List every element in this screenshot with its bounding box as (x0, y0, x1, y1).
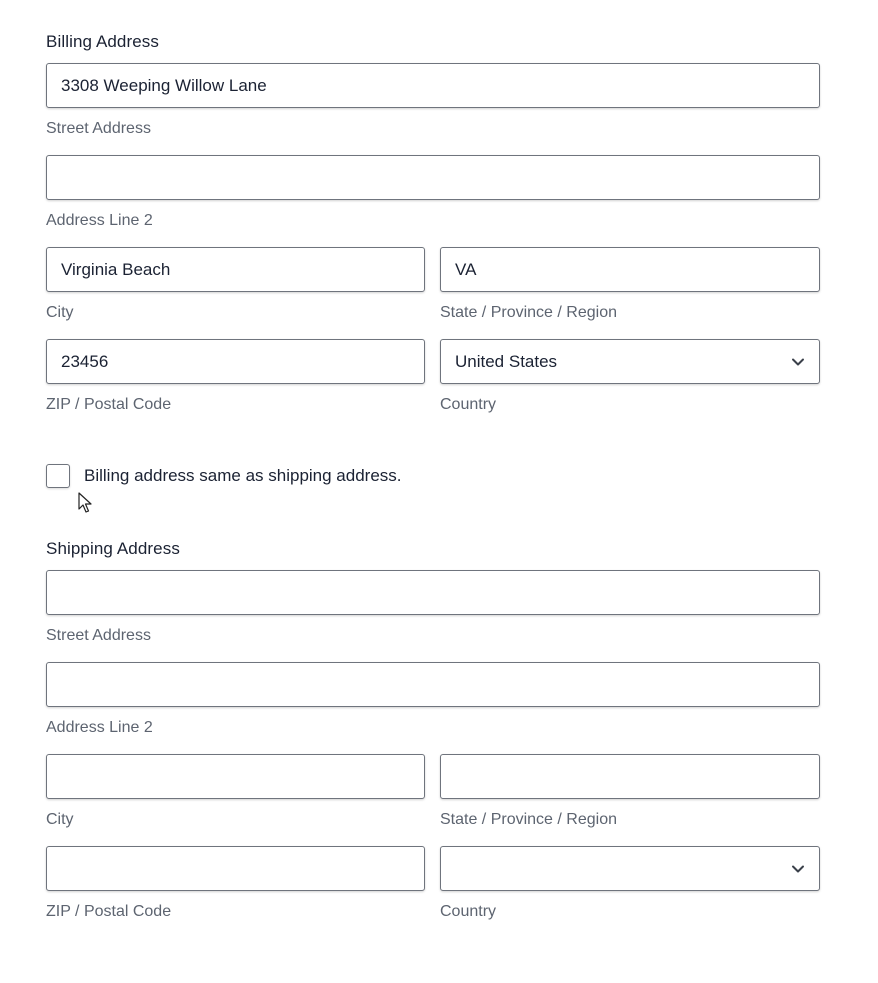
billing-street-label: Street Address (46, 120, 151, 137)
shipping-street-input[interactable] (61, 583, 805, 603)
billing-state-label: State / Province / Region (440, 304, 617, 321)
shipping-zip-label: ZIP / Postal Code (46, 903, 172, 920)
billing-state-input[interactable] (455, 260, 805, 280)
shipping-state-field[interactable] (440, 754, 820, 799)
shipping-address-title: Shipping Address (46, 539, 180, 558)
same-as-shipping-checkbox[interactable] (46, 464, 70, 488)
shipping-street-field[interactable] (46, 570, 820, 615)
billing-country-select[interactable] (440, 339, 820, 384)
shipping-line2-field[interactable] (46, 662, 820, 707)
shipping-city-field[interactable] (46, 754, 425, 799)
billing-zip-input[interactable] (61, 352, 410, 372)
mouse-pointer-icon (78, 492, 92, 514)
shipping-street-label: Street Address (46, 627, 151, 644)
billing-country-value: United States (455, 351, 558, 371)
shipping-line2-label: Address Line 2 (46, 719, 153, 736)
billing-state-field[interactable] (440, 247, 820, 292)
shipping-state-label: State / Province / Region (440, 811, 617, 828)
billing-line2-input[interactable] (61, 168, 805, 188)
same-as-shipping-label[interactable]: Billing address same as shipping address. (84, 466, 402, 485)
billing-address-title: Billing Address (46, 32, 160, 51)
billing-line2-field[interactable] (46, 155, 820, 200)
billing-street-field[interactable] (46, 63, 820, 108)
shipping-city-label: City (46, 811, 74, 828)
billing-zip-field[interactable] (46, 339, 425, 384)
shipping-state-input[interactable] (455, 767, 805, 787)
billing-zip-label: ZIP / Postal Code (46, 396, 172, 413)
shipping-country-select[interactable] (440, 846, 820, 891)
shipping-city-input[interactable] (61, 767, 410, 787)
billing-city-field[interactable] (46, 247, 425, 292)
billing-country-label: Country (440, 396, 497, 413)
billing-city-label: City (46, 304, 74, 321)
shipping-zip-field[interactable] (46, 846, 425, 891)
billing-street-input[interactable] (61, 76, 805, 96)
shipping-zip-input[interactable] (61, 859, 410, 879)
shipping-line2-input[interactable] (61, 675, 805, 695)
billing-city-input[interactable] (61, 260, 410, 280)
billing-line2-label: Address Line 2 (46, 212, 153, 229)
chevron-down-icon (791, 355, 805, 369)
chevron-down-icon (791, 862, 805, 876)
shipping-country-label: Country (440, 903, 497, 920)
